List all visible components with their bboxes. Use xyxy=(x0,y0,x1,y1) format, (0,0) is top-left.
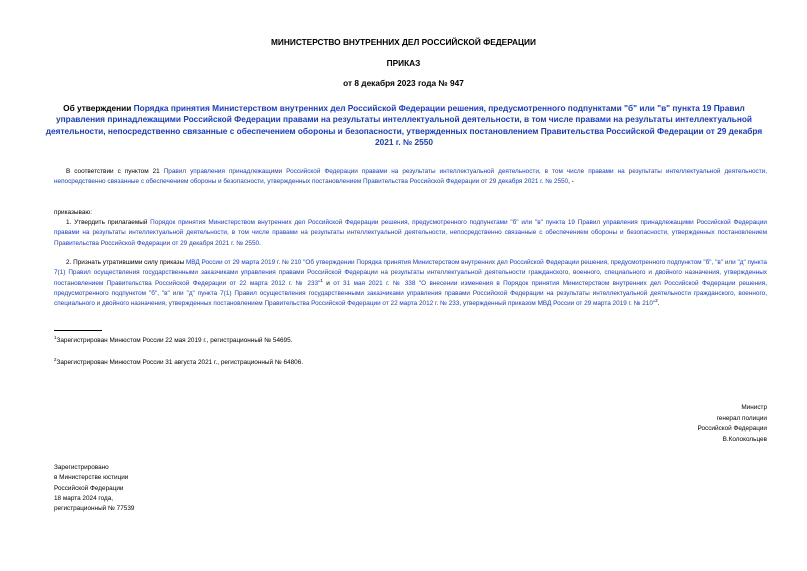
footnote-1 xyxy=(54,336,292,346)
order-title xyxy=(38,103,770,149)
item-1-paragraph xyxy=(54,218,767,249)
registration-line-5: регистрационный № 77539 xyxy=(54,505,135,513)
registration-line-2: в Министерстве юстиции xyxy=(54,474,129,482)
ministry-heading: МИНИСТЕРСТВО ВНУТРЕННИХ ДЕЛ РОССИЙСКОЙ ФЕДЕРАЦИИ xyxy=(271,37,536,47)
signature-name: В.Колокольцев xyxy=(722,435,767,443)
item1-prefix: 1. Утвердить прилагаемый xyxy=(66,219,151,226)
item2-link-2[interactable]: от 31 мая 2021 г. № 338 "О внесении изменения в Порядок принятия Министерством внутренних дел Российской Федерации решения, предусмотренного подпунктом "б", "в" или "д" пункта 7(1) Правил осуществления государственными заказчиками управления правами Российской Федерации на результаты интеллектуальной деятельности гражданского, военного, специального и двойного назначения, утвержденных постановлением Правительства Российской Федерации от 22 марта 2012 г. № 233, утвержденный приказом МВД России от 29 марта 2019 г. № 210" xyxy=(54,279,767,308)
footnote-mark-1: 1 xyxy=(54,334,57,340)
signature-block xyxy=(567,403,767,445)
preamble-paragraph xyxy=(54,167,767,188)
footnote-text-2: Зарегистрирован Минюстом России 31 августа 2021 г., регистрационный № 64806. xyxy=(56,359,304,366)
footnote-ref-1[interactable]: 1 xyxy=(320,277,323,283)
title-prefix: Об утверждении xyxy=(63,103,134,113)
registration-line-4: 18 марта 2024 года, xyxy=(54,494,114,502)
item-2-paragraph xyxy=(54,258,767,309)
footnote-mark-2: 2 xyxy=(54,356,57,362)
registration-block xyxy=(54,463,134,514)
item2-prefix: 2. Признать утратившими силу приказы xyxy=(66,259,186,266)
registration-line-3: Российской Федерации xyxy=(54,484,124,492)
title-link[interactable]: Порядка принятия Министерством внутренних дел Российской Федерации решения, предусмотренного подпунктами "б" или "в" пункта 19 Правил управления принадлежащими Российской Федерации правами на результаты интеллектуальной деятельности, в том числе правами на результаты интеллектуальной деятельности, непосредственно связанные с обеспечением обороны и безопасности, утвержденных постановлением Правительства Российской Федерации от 29 декабря 2021 г. № 2550 xyxy=(45,103,763,148)
footnote-text-1: Зарегистрирован Минюстом России 22 мая 2019 г., регистрационный № 54695. xyxy=(56,337,293,344)
preamble-link[interactable]: Правил управления принадлежащими Российской Федерации правами на результаты интеллектуальной деятельности, в том числе правами на результаты интеллектуальной деятельности, непосредственно связанные с обеспечением обороны и безопасности, утвержденных постановлением Правительства Российской Федерации от 29 декабря 2021 г. № 2550 xyxy=(54,168,767,186)
footnote-divider xyxy=(54,330,102,331)
order-word: приказываю: xyxy=(54,209,92,216)
signature-line-2: генерал полиции xyxy=(716,414,767,422)
footnote-2 xyxy=(54,358,303,368)
item2-suffix: . xyxy=(657,300,660,308)
footnote-ref-2[interactable]: 2 xyxy=(655,298,658,304)
item1-link[interactable]: Порядок принятия Министерством внутренних дел Российской Федерации решения, предусмотренного подпунктами "б" или "в" пункта 19 Правил управления принадлежащими Российской Федерации правами на результаты интеллектуальной деятельности, в том числе правами на результаты интеллектуальной деятельности, непосредственно связанные с обеспечением обороны и безопасности, утвержденных постановлением Правительства Российской Федерации от 29 декабря 2021 г. № 2550 xyxy=(54,219,767,247)
document-type: ПРИКАЗ xyxy=(386,58,421,68)
item1-suffix: . xyxy=(259,239,261,247)
preamble-suffix: , - xyxy=(568,178,574,186)
signature-line-1: Министр xyxy=(741,404,767,411)
preamble-prefix: В соответствии с пунктом 21 xyxy=(66,168,164,175)
order-date-number: от 8 декабря 2023 года № 947 xyxy=(343,78,464,88)
signature-line-3: Российской Федерации xyxy=(697,425,767,433)
item2-link-1[interactable]: МВД России от 29 марта 2019 г. № 210 "Об утверждении Порядка принятия Министерством внутренних дел Российской Федерации решения, предусмотренного подпунктом "б", "в" или "д" пункта 7(1) Правил осуществления государственными заказчиками управления правами Российской Федерации на результаты интеллектуальной деятельности гражданского, военного, специального и двойного назначения, утвержденных постановлением Правительства Российской Федерации от 22 марта 2012 г. № 233" xyxy=(54,259,767,287)
registration-line-1: Зарегистрировано xyxy=(54,464,109,471)
item2-middle: и xyxy=(322,279,334,287)
